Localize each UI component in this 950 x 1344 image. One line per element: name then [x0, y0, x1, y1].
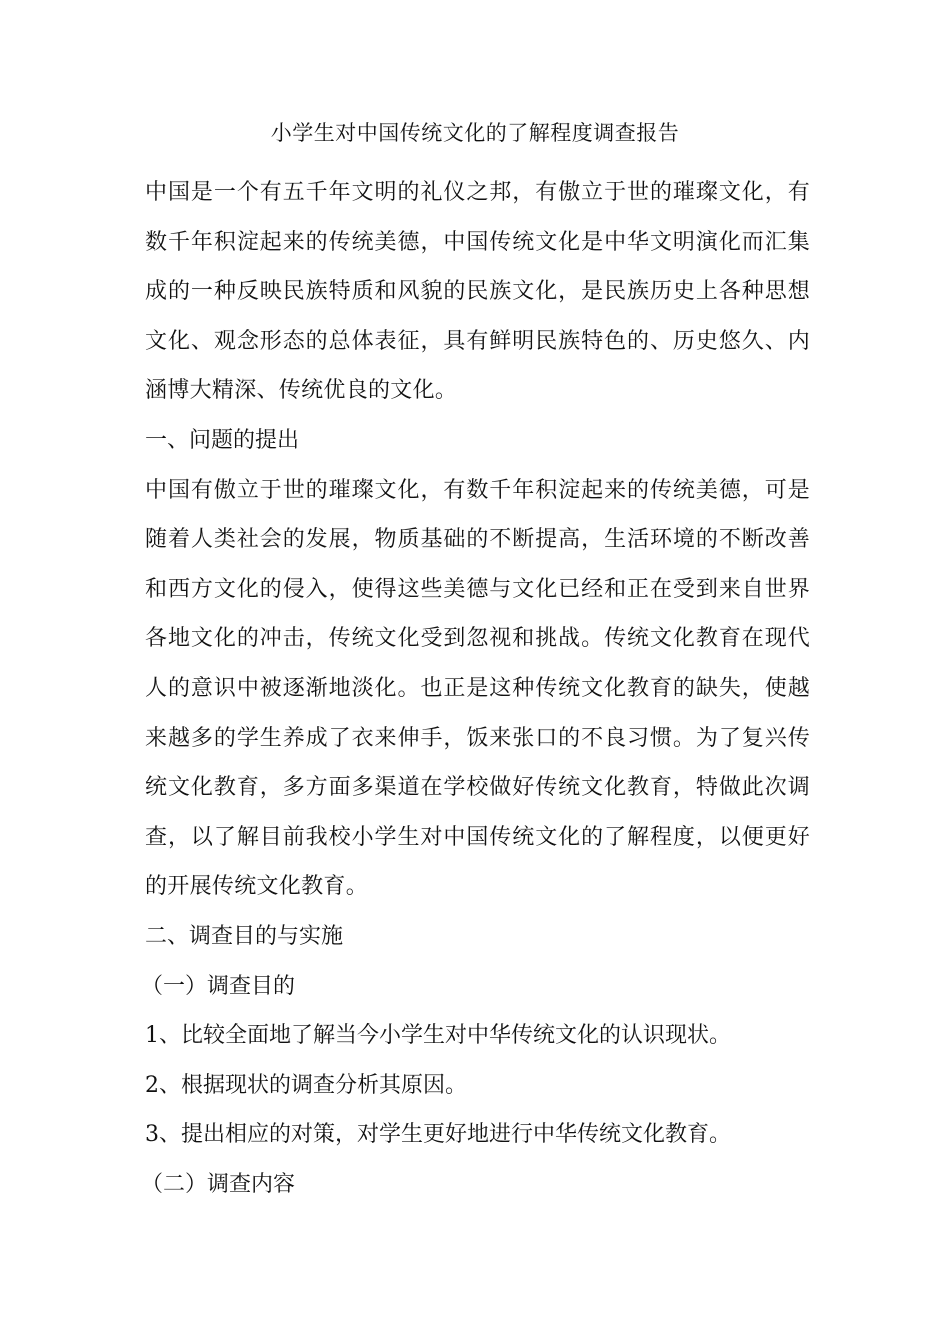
list-item: 1、比较全面地了解当今小学生对中华传统文化的认识现状。: [145, 1023, 731, 1049]
intro-paragraph: 中国是一个有五千年文明的礼仪之邦，有傲立于世的璀璨文化，有数千年积淀起来的传统美德，中国传统文化是中华文明演化而汇集成的一种反映民族特质和风貌的民族文化，是民族历史上各种思想文化、观念形态的总体表征，具有鲜明民族特色的、历史悠久、内涵博大精深、传统优良的文化。: [145, 180, 810, 404]
document-body: [141, 168, 810, 1209]
list-item: 2、根据现状的调查分析其原因。: [145, 1072, 467, 1098]
section-1-heading: 一、问题的提出: [145, 427, 300, 453]
section-1-paragraph: 中国有傲立于世的璀璨文化，有数千年积淀起来的传统美德，可是随着人类社会的发展，物质基础的不断提高，生活环境的不断改善和西方文化的侵入，使得这些美德与文化已经和正在受到来自世界各地文化的冲击，传统文化受到忽视和挑战。传统文化教育在现代人的意识中被逐渐地淡化。也正是这种传统文化教育的缺失，使越来越多的学生养成了衣来伸手，饭来张口的不良习惯。为了复兴传统文化教育，多方面多渠道在学校做好传统文化教育，特做此次调查，以了解目前我校小学生对中国传统文化的了解程度，以便更好的开展传统文化教育。: [145, 477, 810, 900]
list-item: 3、提出相应的对策，对学生更好地进行中华传统文化教育。: [145, 1122, 731, 1148]
subsection-1-heading: （一）调查目的: [141, 973, 296, 999]
subsection-2-heading: （二）调查内容: [141, 1171, 296, 1197]
section-2-heading: 二、调查目的与实施: [145, 923, 344, 949]
document-title: 小学生对中国传统文化的了解程度调查报告: [270, 121, 680, 145]
